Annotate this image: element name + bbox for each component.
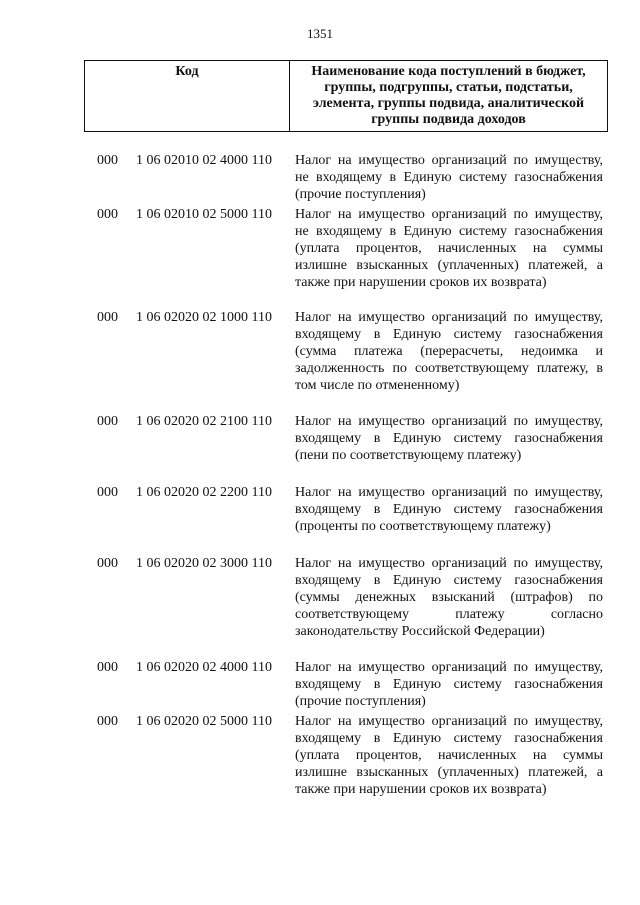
admin-code: 000 <box>97 207 118 222</box>
admin-code: 000 <box>97 556 118 571</box>
table-row <box>0 152 640 206</box>
table-row <box>0 206 640 309</box>
revenue-name: Налог на имущество организаций по имуществу, не входящему в Единую систему газоснабжения (уплата процентов, начисленных на суммы излишне взысканных (уплаченных) платежей, а также при нарушении сроков их возврата) <box>295 207 603 290</box>
admin-code: 000 <box>97 660 118 675</box>
revenue-code: 1 06 02020 02 1000 110 <box>136 310 272 325</box>
admin-code: 000 <box>97 153 118 168</box>
table-row <box>0 659 640 713</box>
admin-code: 000 <box>97 414 118 429</box>
table-body <box>0 152 640 816</box>
admin-code: 000 <box>97 310 118 325</box>
page-number: 1351 <box>307 26 333 41</box>
table-row <box>0 484 640 555</box>
revenue-code: 1 06 02020 02 2200 110 <box>136 485 272 500</box>
revenue-name: Налог на имущество организаций по имуществу, входящему в Единую систему газоснабжения (суммы денежных взысканий (штрафов) по соответствующему платежу согласно законодательству Российской Федерации) <box>295 556 603 639</box>
revenue-name: Налог на имущество организаций по имуществу, входящему в Единую систему газоснабжения (сумма платежа (перерасчеты, недоимка и задолженность по соответствующему платежу, в том числе по отмененному) <box>295 310 603 393</box>
revenue-code: 1 06 02010 02 5000 110 <box>136 207 272 222</box>
header-code-column: Код <box>85 61 290 131</box>
revenue-name: Налог на имущество организаций по имуществу, входящему в Единую систему газоснабжения (уплата процентов, начисленных на суммы излишне взысканных (уплаченных) платежей, а также при нарушении сроков их возврата) <box>295 714 603 797</box>
table-row <box>0 413 640 484</box>
admin-code: 000 <box>97 714 118 729</box>
admin-code: 000 <box>97 485 118 500</box>
table-header <box>84 60 608 132</box>
revenue-name: Налог на имущество организаций по имуществу, не входящему в Единую систему газоснабжения (прочие поступления) <box>295 153 603 202</box>
table-row <box>0 309 640 413</box>
revenue-code: 1 06 02020 02 2100 110 <box>136 414 272 429</box>
header-name-column: Наименование кода поступлений в бюджет, группы, подгруппы, статьи, подстатьи, элемента, группы подвида, аналитической группы подвида доходов <box>311 64 586 127</box>
revenue-code: 1 06 02020 02 5000 110 <box>136 714 272 729</box>
table-row <box>0 713 640 816</box>
revenue-name: Налог на имущество организаций по имуществу, входящему в Единую систему газоснабжения (проценты по соответствующему платежу) <box>295 485 603 534</box>
revenue-name: Налог на имущество организаций по имуществу, входящему в Единую систему газоснабжения (пени по соответствующему платежу) <box>295 414 603 463</box>
revenue-code: 1 06 02020 02 4000 110 <box>136 660 272 675</box>
table-row <box>0 555 640 659</box>
revenue-code: 1 06 02010 02 4000 110 <box>136 153 272 168</box>
revenue-name: Налог на имущество организаций по имуществу, входящему в Единую систему газоснабжения (прочие поступления) <box>295 660 603 709</box>
revenue-code: 1 06 02020 02 3000 110 <box>136 556 272 571</box>
